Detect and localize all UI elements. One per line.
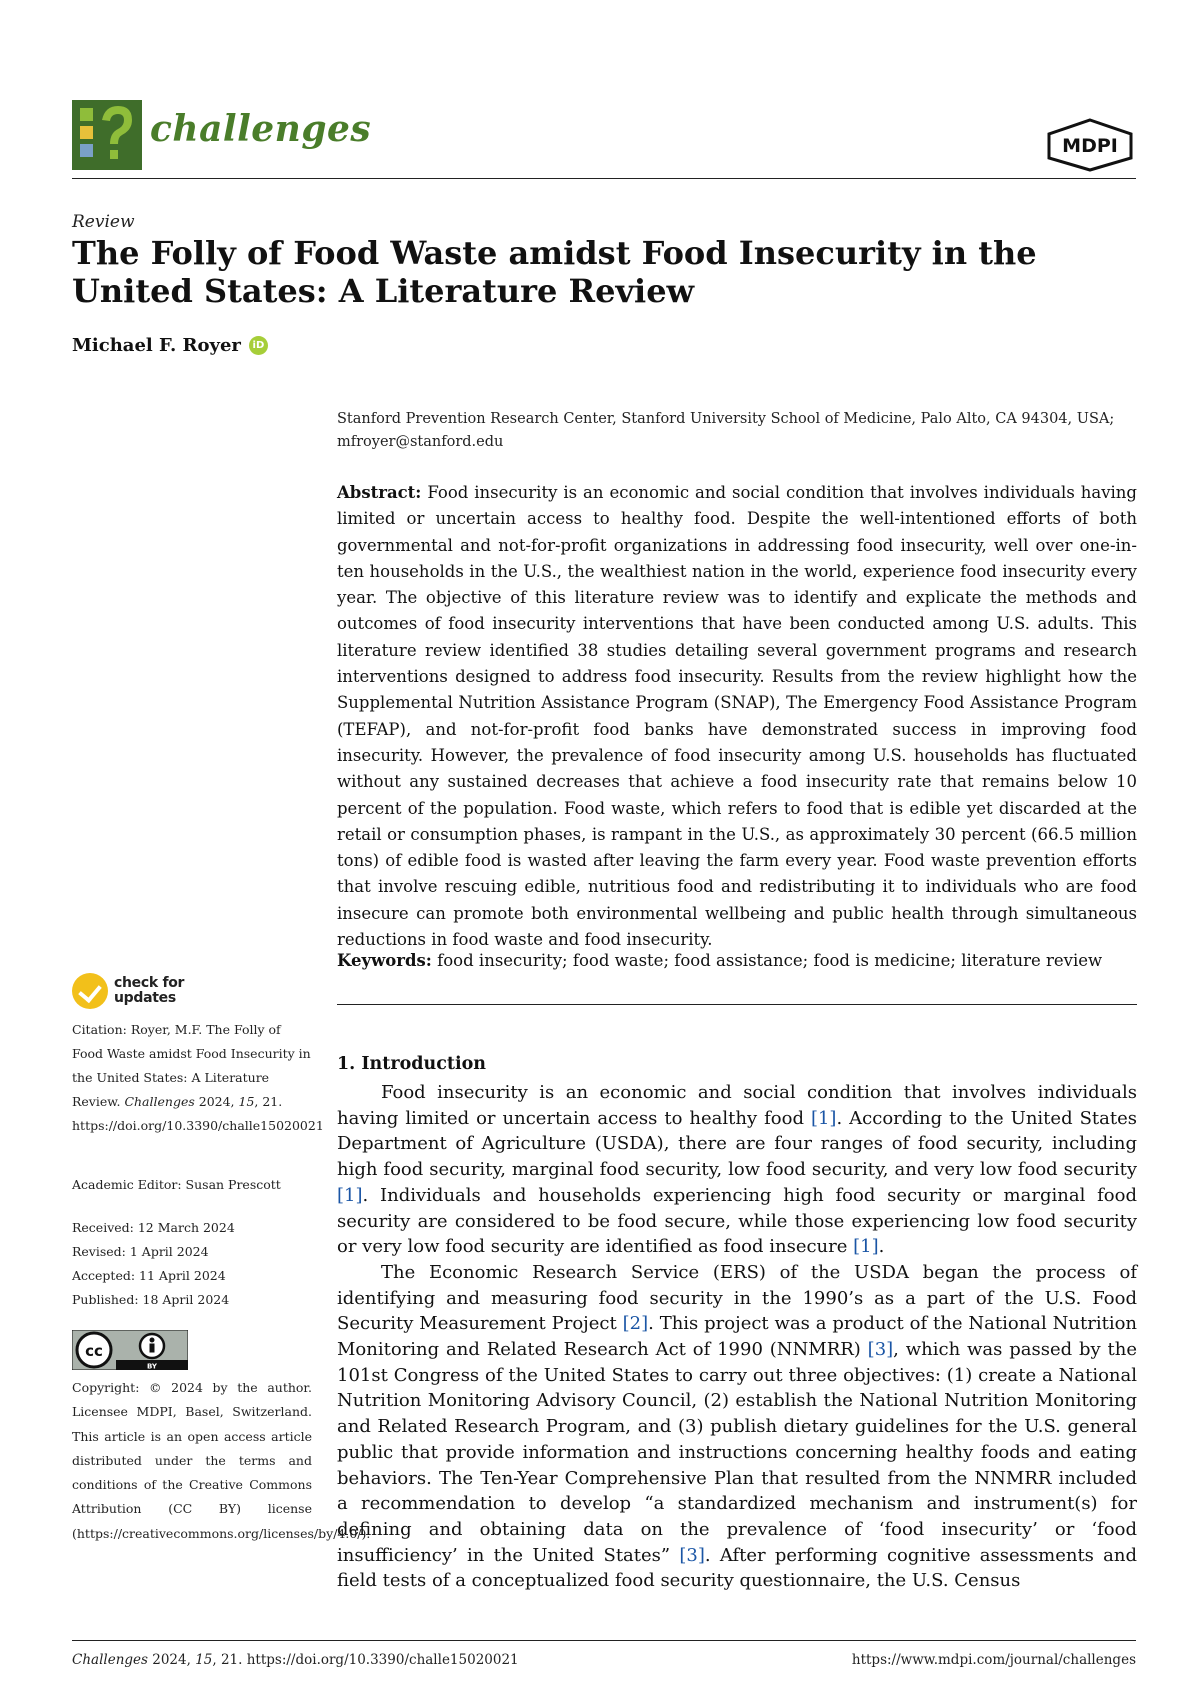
- journal-logo-icon: [72, 100, 142, 170]
- academic-editor: Academic Editor: Susan Prescott: [72, 1177, 281, 1192]
- footer-citation: Challenges 2024, 15, 21. https://doi.org/10.3390/challe15020021: [72, 1652, 519, 1668]
- journal-name: challenges: [150, 108, 372, 150]
- keywords-text: food insecurity; food waste; food assistance; food is medicine; literature review: [437, 951, 1103, 970]
- check-icon: [72, 973, 108, 1009]
- paragraph: The Economic Research Service (ERS) of the USDA began the process of identifying and measuring food security in the 1990’s as a part of the U.S. Food Security Measurement Project [2]. This project was a product of the National Nutrition Monitoring and Related Research Act of 1990 (NNMRR) [3], which was passed by the 101st Congress of the United States to carry out three objectives: (1) create a National Nutrition Monitoring Advisory Council, (2) establish the National Nutrition Monitoring and Related Research Program, and (3) publish dietary guidelines for the U.S. general public that provide information and instructions concerning healthy foods and eating behaviors. The Ten-Year Comprehensive Plan that resulted from the NNMRR included a recommendation to develop “a standardized mechanism and instrument(s) for defining and obtaining data on the prevalence of ‘food insecurity’ or ‘food insufficiency’ in the United States” [3]. After performing cognitive assessments and field tests of a conceptualized food security questionnaire, the U.S. Census: [337, 1261, 1138, 1592]
- citation-link[interactable]: [1]: [853, 1236, 879, 1258]
- svg-text:BY: BY: [146, 1362, 158, 1370]
- footer-rule: [72, 1640, 1136, 1641]
- paragraph: Food insecurity is an economic and social condition that involves individuals having limited or uncertain access to healthy food [1]. According to the United States Department of Agriculture (USDA), there are four ranges of food security, including high food security, marginal food security, low food security, and very low food security [1]. Individuals and households experiencing high food security or marginal food security are considered to be food secure, while those experiencing low food security or very low food security are identified as food insecure [1].: [337, 1082, 1137, 1258]
- abstract-label: Abstract:: [337, 483, 422, 502]
- copyright-notice: Copyright: © 2024 by the author. Licensee MDPI, Basel, Switzerland. This article is an open access article distributed under the terms and conditions of the Creative Commons Attribution (CC BY) license (https://creativecommons.org/licenses/by/4.0/).: [72, 1380, 371, 1541]
- publisher-logo-text: MDPI: [1062, 135, 1118, 157]
- received-date: Received: 12 March 2024: [72, 1220, 235, 1235]
- author-name: Michael F. Royer: [72, 335, 241, 356]
- article-type: Review: [72, 212, 135, 232]
- published-date: Published: 18 April 2024: [72, 1292, 230, 1307]
- abstract: [337, 480, 1137, 953]
- citation: Citation: Royer, M.F. The Folly of Food Waste amidst Food Insecurity in the United States: A Literature Review. Challenges 2024, 15, 21. https://doi.org/10.3390/challe15020021: [72, 1022, 324, 1133]
- section-rule: [337, 1004, 1137, 1005]
- check-for-updates-button[interactable]: [72, 973, 184, 1009]
- citation-link[interactable]: [3]: [867, 1339, 894, 1361]
- revised-date: Revised: 1 April 2024: [72, 1244, 209, 1259]
- accepted-date: Accepted: 11 April 2024: [72, 1268, 226, 1283]
- citation-link[interactable]: [1]: [337, 1184, 363, 1206]
- mdpi-logo-icon: [1045, 118, 1135, 172]
- section-heading: 1. Introduction: [337, 1054, 486, 1074]
- abstract-text: Food insecurity is an economic and social condition that involves individuals having limited or uncertain access to healthy food. Despite the well-intentioned efforts of both governmental and not-for-profit organizations in addressing food insecurity, well over one-in-ten households in the U.S., the wealthiest nation in the world, experience food insecurity every year. The objective of this literature review was to identify and explicate the methods and outcomes of food insecurity interventions that have been conducted among U.S. adults. This literature review identified 38 studies detailing several government programs and research interventions designed to address food insecurity. Results from the review highlight how the Supplemental Nutrition Assistance Program (SNAP), The Emergency Food Assistance Program (TEFAP), and not-for-profit food banks have demonstrated success in improving food insecurity. However, the prevalence of food insecurity among U.S. households has fluctuated without any sustained decreases that achieve a food insecurity rate that remains below 10 percent of the population. Food waste, which refers to food that is edible yet discarded at the retail or consumption phases, is rampant in the U.S., as approximately 30 percent (66.5 million tons) of edible food is wasted after leaving the farm every year. Food waste prevention efforts that involve rescuing edible, nutritious food and redistributing it to individuals who are food insecure can promote both environmental wellbeing and public health through simultaneous reductions in food waste and food insecurity.: [337, 483, 1137, 950]
- publication-dates: [72, 1216, 312, 1312]
- citation-link[interactable]: [1]: [810, 1107, 837, 1129]
- keywords-label: Keywords:: [337, 951, 432, 970]
- citation-link[interactable]: [2]: [622, 1313, 649, 1335]
- article-title: The Folly of Food Waste amidst Food Insecurity in the United States: A Literature Review: [72, 234, 1037, 310]
- header-rule: [72, 178, 1136, 179]
- citation-link[interactable]: [3]: [679, 1544, 705, 1566]
- check-updates-label: check for updates: [114, 975, 185, 1006]
- body-text: [337, 1080, 1137, 1594]
- affiliation: Stanford Prevention Research Center, Stanford University School of Medicine, Palo Alto, CA 94304, USA; mfroyer@stanford.edu: [337, 411, 1115, 450]
- orcid-icon[interactable]: iD: [249, 336, 268, 355]
- svg-text:cc: cc: [85, 1342, 103, 1360]
- footer-journal-link[interactable]: https://www.mdpi.com/journal/challenges: [851, 1652, 1136, 1668]
- cc-by-license-icon[interactable]: [72, 1330, 188, 1370]
- author-line: [72, 335, 268, 356]
- keywords: [337, 951, 1137, 970]
